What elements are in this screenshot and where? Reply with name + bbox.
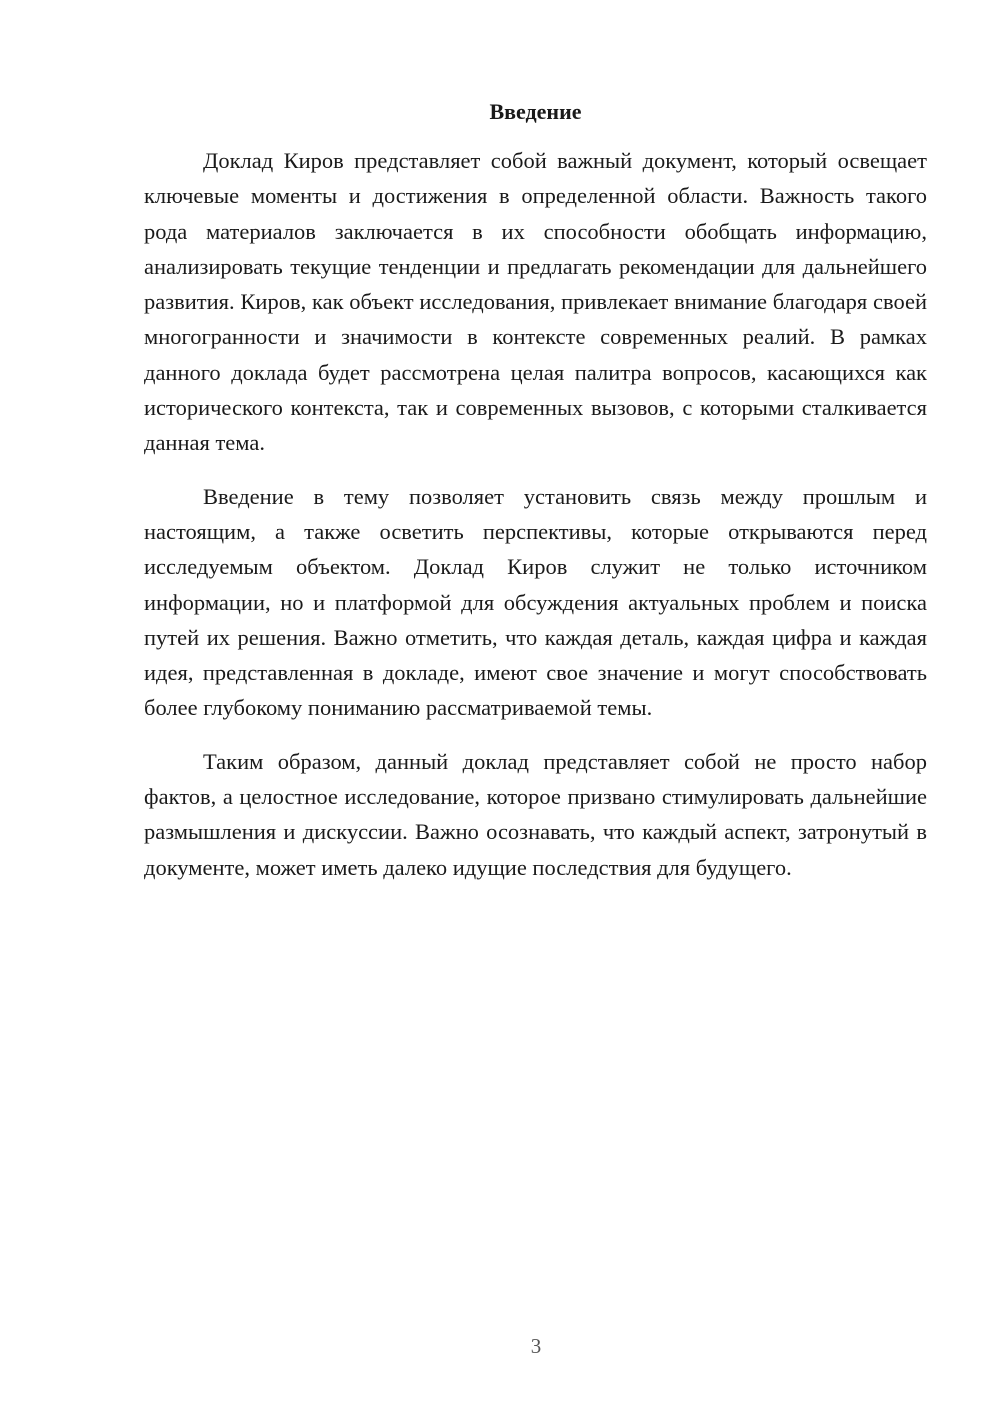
- paragraph-3: Таким образом, данный доклад представляет собой не просто набор фактов, а целостное исследование, которое призвано стимулировать дальнейшие размышления и дискуссии. Важно осознавать, что каждый аспект, затронутый в документе, может иметь далеко идущие последствия для будущего.: [144, 748, 927, 880]
- section-heading: Введение: [489, 99, 582, 124]
- paragraph-1: Доклад Киров представляет собой важный документ, который освещает ключевые моменты и достижения в определенной области. Важность такого рода материалов заключается в их способности обобщать информацию, анализировать текущие тенденции и предлагать рекомендации для дальнейшего развития. Киров, как объект исследования, привлекает внимание благодаря своей многогранности и значимости в контексте современных реалий. В рамках данного доклада будет рассмотрена целая палитра вопросов, касающихся как исторического контекста, так и современных вызовов, с которыми сталкивается данная тема.: [144, 148, 927, 456]
- body-text: [144, 143, 927, 903]
- page-number: 3: [530, 1334, 542, 1358]
- paragraph-2: Введение в тему позволяет установить связь между прошлым и настоящим, а также осветить перспективы, которые открываются перед исследуемым объектом. Доклад Киров служит не только источником информации, но и платформой для обсуждения актуальных проблем и поиска путей их решения. Важно отметить, что каждая деталь, каждая цифра и каждая идея, представленная в докладе, имеют свое значение и могут способствовать более глубокому пониманию рассматриваемой темы.: [144, 483, 927, 721]
